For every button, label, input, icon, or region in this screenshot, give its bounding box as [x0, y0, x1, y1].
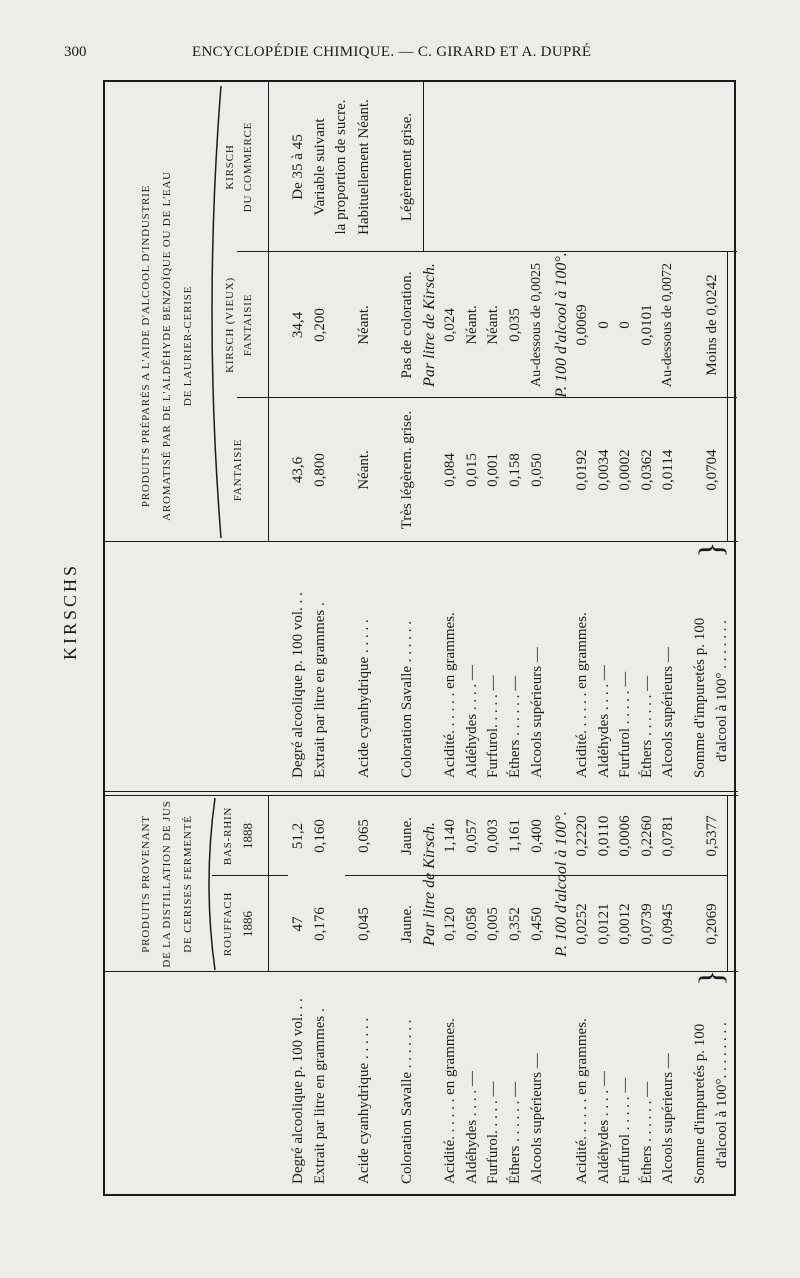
left-label-furfurol: Furfurol. . . . . —	[485, 1081, 501, 1184]
fantaisie-extrait: 0,800	[312, 453, 328, 487]
right-label-acidite: Acidité. . . . . . en grammes.	[442, 612, 458, 778]
left-label-aldehydes2: Aldéhydes . . . . —	[596, 1071, 612, 1184]
table-frame	[103, 80, 736, 1196]
commerce-degre: De 35 à 45	[290, 134, 306, 200]
left-somme-brace: }	[693, 969, 730, 986]
left-label-ethers: Éthers . . . . . . —	[507, 1081, 523, 1184]
basrhin-furfurol2: 0,0006	[617, 815, 633, 857]
rouffach-somme: 0,2069	[704, 903, 720, 945]
basrhin-furfurol: 0,003	[485, 819, 501, 853]
vieux-alcools: Au-dessous de 0,0025	[529, 262, 544, 388]
col-rouffach: ROUFFACH	[222, 891, 234, 957]
left-label-cyan: Acide cyanhydrique . . . . . .	[356, 1017, 372, 1184]
vieux-ethers2: 0,0101	[639, 304, 655, 346]
left-label-somme1: Somme d'impuretés p. 100	[692, 1023, 708, 1184]
basrhin-somme: 0,5377	[704, 815, 720, 857]
commerce-end-rule	[423, 82, 424, 252]
rouffach-ethers2: 0,0739	[639, 903, 655, 945]
basrhin-savalle: Jaune.	[399, 817, 415, 855]
col-rule-right-a	[237, 397, 737, 398]
left-label-acidite2: Acidité. . . . . . en grammes.	[574, 1018, 590, 1184]
right-label-alcools2: Alcools supérieurs —	[660, 647, 676, 778]
col-fantaisie: FANTAISIE	[232, 438, 244, 502]
fantaisie-alcools: 0,050	[529, 453, 545, 487]
side-title: KIRSCHS	[60, 562, 80, 660]
vieux-aldehydes2: 0	[596, 321, 612, 329]
col-rouffach-year: 1886	[240, 911, 255, 937]
header-rule-right	[268, 82, 269, 542]
basrhin-cyan: 0,065	[356, 819, 372, 853]
col-commerce-sub: DU COMMERCE	[242, 121, 254, 213]
basrhin-aldehydes: 0,057	[464, 819, 480, 853]
left-label-extrait: Extrait par litre en grammes .	[312, 1008, 328, 1184]
left-label-savalle: Coloration Savalle . . . . . . .	[399, 1019, 415, 1184]
basrhin-extrait: 0,160	[312, 819, 328, 853]
vieux-extrait: 0,200	[312, 308, 328, 342]
fantaisie-acidite: 0,084	[442, 453, 458, 487]
right-label-alcools: Alcools supérieurs —	[529, 647, 545, 778]
left-label-furfurol2: Furfurol . . . . . —	[617, 1077, 633, 1184]
right-label-furfurol: Furfurol. . . . . —	[485, 675, 501, 778]
basrhin-ethers2: 0,2260	[639, 815, 655, 857]
left-label-aldehydes: Aldéhydes . . . . —	[464, 1071, 480, 1184]
page-number: 300	[64, 44, 87, 60]
vieux-aldehydes: Néant.	[464, 305, 480, 345]
fantaisie-aldehydes: 0,015	[464, 453, 480, 487]
vieux-savalle: Pas de coloration.	[399, 271, 415, 379]
rouffach-aldehydes: 0,058	[464, 907, 480, 941]
col-basrhin: BAS-RHIN	[222, 806, 234, 866]
vieux-ethers: 0,035	[507, 308, 523, 342]
left-label-alcools2: Alcools supérieurs —	[660, 1053, 676, 1184]
left-brace	[201, 796, 217, 972]
col-basrhin-year: 1888	[240, 823, 255, 849]
right-label-aldehydes: Aldéhydes . . . . —	[464, 665, 480, 778]
basrhin-acidite: 1,140	[442, 819, 458, 853]
rouffach-furfurol2: 0,0012	[617, 903, 633, 945]
left-section-alcool: P. 100 d'alcool à 100°.	[553, 811, 570, 957]
rouffach-alcools2: 0,0945	[660, 903, 676, 945]
fantaisie-acidite2: 0,0192	[574, 449, 590, 491]
right-somme-brace: }	[693, 541, 730, 558]
right-label-furfurol2: Furfurol . . . . . —	[617, 671, 633, 778]
right-group-title-2: AROMATISÉ PAR DE L'ALDÉHYDE BENZOÏQUE OU DE L'EAU	[161, 171, 173, 521]
right-group-title-1: PRODUITS PRÉPARÉS A L'AIDE D'ALCOOL D'INDUSTRIE	[140, 184, 152, 508]
col-rule-left	[212, 875, 288, 876]
basrhin-degre: 51,2	[290, 822, 306, 850]
vieux-acidite: 0,024	[442, 308, 458, 342]
right-label-somme2: d'alcool à 100° . . . . . . .	[714, 619, 730, 762]
basrhin-acidite2: 0,2220	[574, 815, 590, 857]
vieux-furfurol: Néant.	[485, 305, 501, 345]
left-label-degre: Degré alcoolique p. 100 vol. . .	[290, 998, 306, 1184]
running-title: ENCYCLOPÉDIE CHIMIQUE. — C. GIRARD ET A. DUPRÉ	[192, 44, 592, 60]
basrhin-aldehydes2: 0,0110	[596, 815, 612, 857]
fantaisie-ethers2: 0,0362	[639, 449, 655, 491]
right-label-degre: Degré alcoolique p. 100 vol. . .	[290, 592, 306, 778]
right-label-cyan: Acide cyanhydrique . . . . .	[356, 619, 372, 778]
basrhin-ethers: 1,161	[507, 819, 523, 853]
left-label-alcools: Alcools supérieurs —	[529, 1053, 545, 1184]
left-label-acidite: Acidité. . . . . . en grammes.	[442, 1018, 458, 1184]
commerce-extrait-2: la proportion de sucre.	[333, 99, 349, 235]
right-group-title-3: DE LAURIER-CERISE	[182, 285, 194, 407]
fantaisie-savalle: Très légèrem. grise.	[399, 410, 415, 530]
rouffach-degre: 47	[290, 916, 306, 932]
left-section-litre: Par litre de Kirsch.	[421, 822, 438, 946]
header-rule-left	[268, 796, 269, 972]
vieux-furfurol2: 0	[617, 321, 633, 329]
rotated-table	[105, 82, 738, 1198]
left-group-title-2: DE LA DISTILLATION DE JUS	[161, 800, 173, 968]
basrhin-alcools2: 0,0781	[660, 815, 676, 857]
commerce-savalle: Légèrement grise.	[399, 112, 415, 222]
rouffach-acidite2: 0,0252	[574, 903, 590, 945]
fantaisie-alcools2: 0,0114	[660, 449, 676, 491]
right-label-ethers: Éthers . . . . . . —	[507, 675, 523, 778]
fantaisie-aldehydes2: 0,0034	[596, 449, 612, 491]
divider-left-center-a	[105, 795, 738, 796]
left-label-ethers2: Éthers . . . . . . —	[639, 1081, 655, 1184]
somme-rule-left	[727, 796, 728, 972]
fantaisie-somme: 0,0704	[704, 449, 720, 491]
vieux-somme: Moins de 0,0242	[704, 274, 720, 376]
divider-left-center-b	[105, 791, 738, 792]
vieux-cyan: Néant.	[356, 305, 372, 345]
vieux-degre: 34,4	[290, 311, 306, 339]
rouffach-ethers: 0,352	[507, 907, 523, 941]
vieux-acidite2: 0,0069	[574, 304, 590, 346]
divider-right-label	[105, 541, 738, 542]
rouffach-furfurol: 0,005	[485, 907, 501, 941]
rouffach-cyan: 0,045	[356, 907, 372, 941]
right-label-acidite2: Acidité. . . . . . en grammes.	[574, 612, 590, 778]
col-rule-left-low	[345, 875, 727, 876]
rouffach-acidite: 0,120	[442, 907, 458, 941]
right-brace	[201, 82, 223, 542]
left-group-title-1: PRODUITS PROVENANT	[140, 815, 152, 953]
right-label-savalle: Coloration Savalle . . . . . .	[399, 620, 415, 778]
somme-rule-right	[727, 252, 728, 542]
col-vieux-sub: FANTAISIE	[242, 293, 254, 357]
vieux-alcools2: Au-dessous de 0,0072	[660, 262, 675, 388]
col-rule-right-b	[237, 251, 737, 252]
right-section-litre: Par litre de Kirsch.	[421, 263, 438, 387]
left-label-somme2: d'alcool à 100°. . . . . . . .	[714, 1022, 730, 1168]
commerce-extrait-1: Variable suivant	[312, 118, 328, 216]
basrhin-alcools: 0,400	[529, 819, 545, 853]
right-label-aldehydes2: Aldéhydes . . . . —	[596, 665, 612, 778]
fantaisie-furfurol: 0,001	[485, 453, 501, 487]
rouffach-aldehydes2: 0,0121	[596, 903, 612, 945]
rouffach-savalle: Jaune.	[399, 905, 415, 943]
fantaisie-ethers: 0,158	[507, 453, 523, 487]
fantaisie-degre: 43,6	[290, 456, 306, 484]
divider-label-left	[105, 971, 738, 972]
rouffach-extrait: 0,176	[312, 907, 328, 941]
right-label-ethers2: Éthers . . . . . . —	[639, 675, 655, 778]
left-group-title-3: DE CERISES FERMENTÉ	[182, 815, 194, 953]
right-label-extrait: Extrait par litre en grammes .	[312, 602, 328, 778]
col-vieux: KIRSCH (VIEUX)	[224, 277, 236, 373]
col-commerce: KIRSCH	[224, 144, 236, 190]
right-label-somme1: Somme d'impuretés p. 100	[692, 617, 708, 778]
fantaisie-cyan: Néant.	[356, 450, 372, 490]
rouffach-alcools: 0,450	[529, 907, 545, 941]
right-section-alcool: P. 100 d'alcool à 100°.	[553, 252, 570, 398]
commerce-cyan: Habituellement Néant.	[356, 99, 372, 235]
fantaisie-furfurol2: 0,0002	[617, 449, 633, 491]
